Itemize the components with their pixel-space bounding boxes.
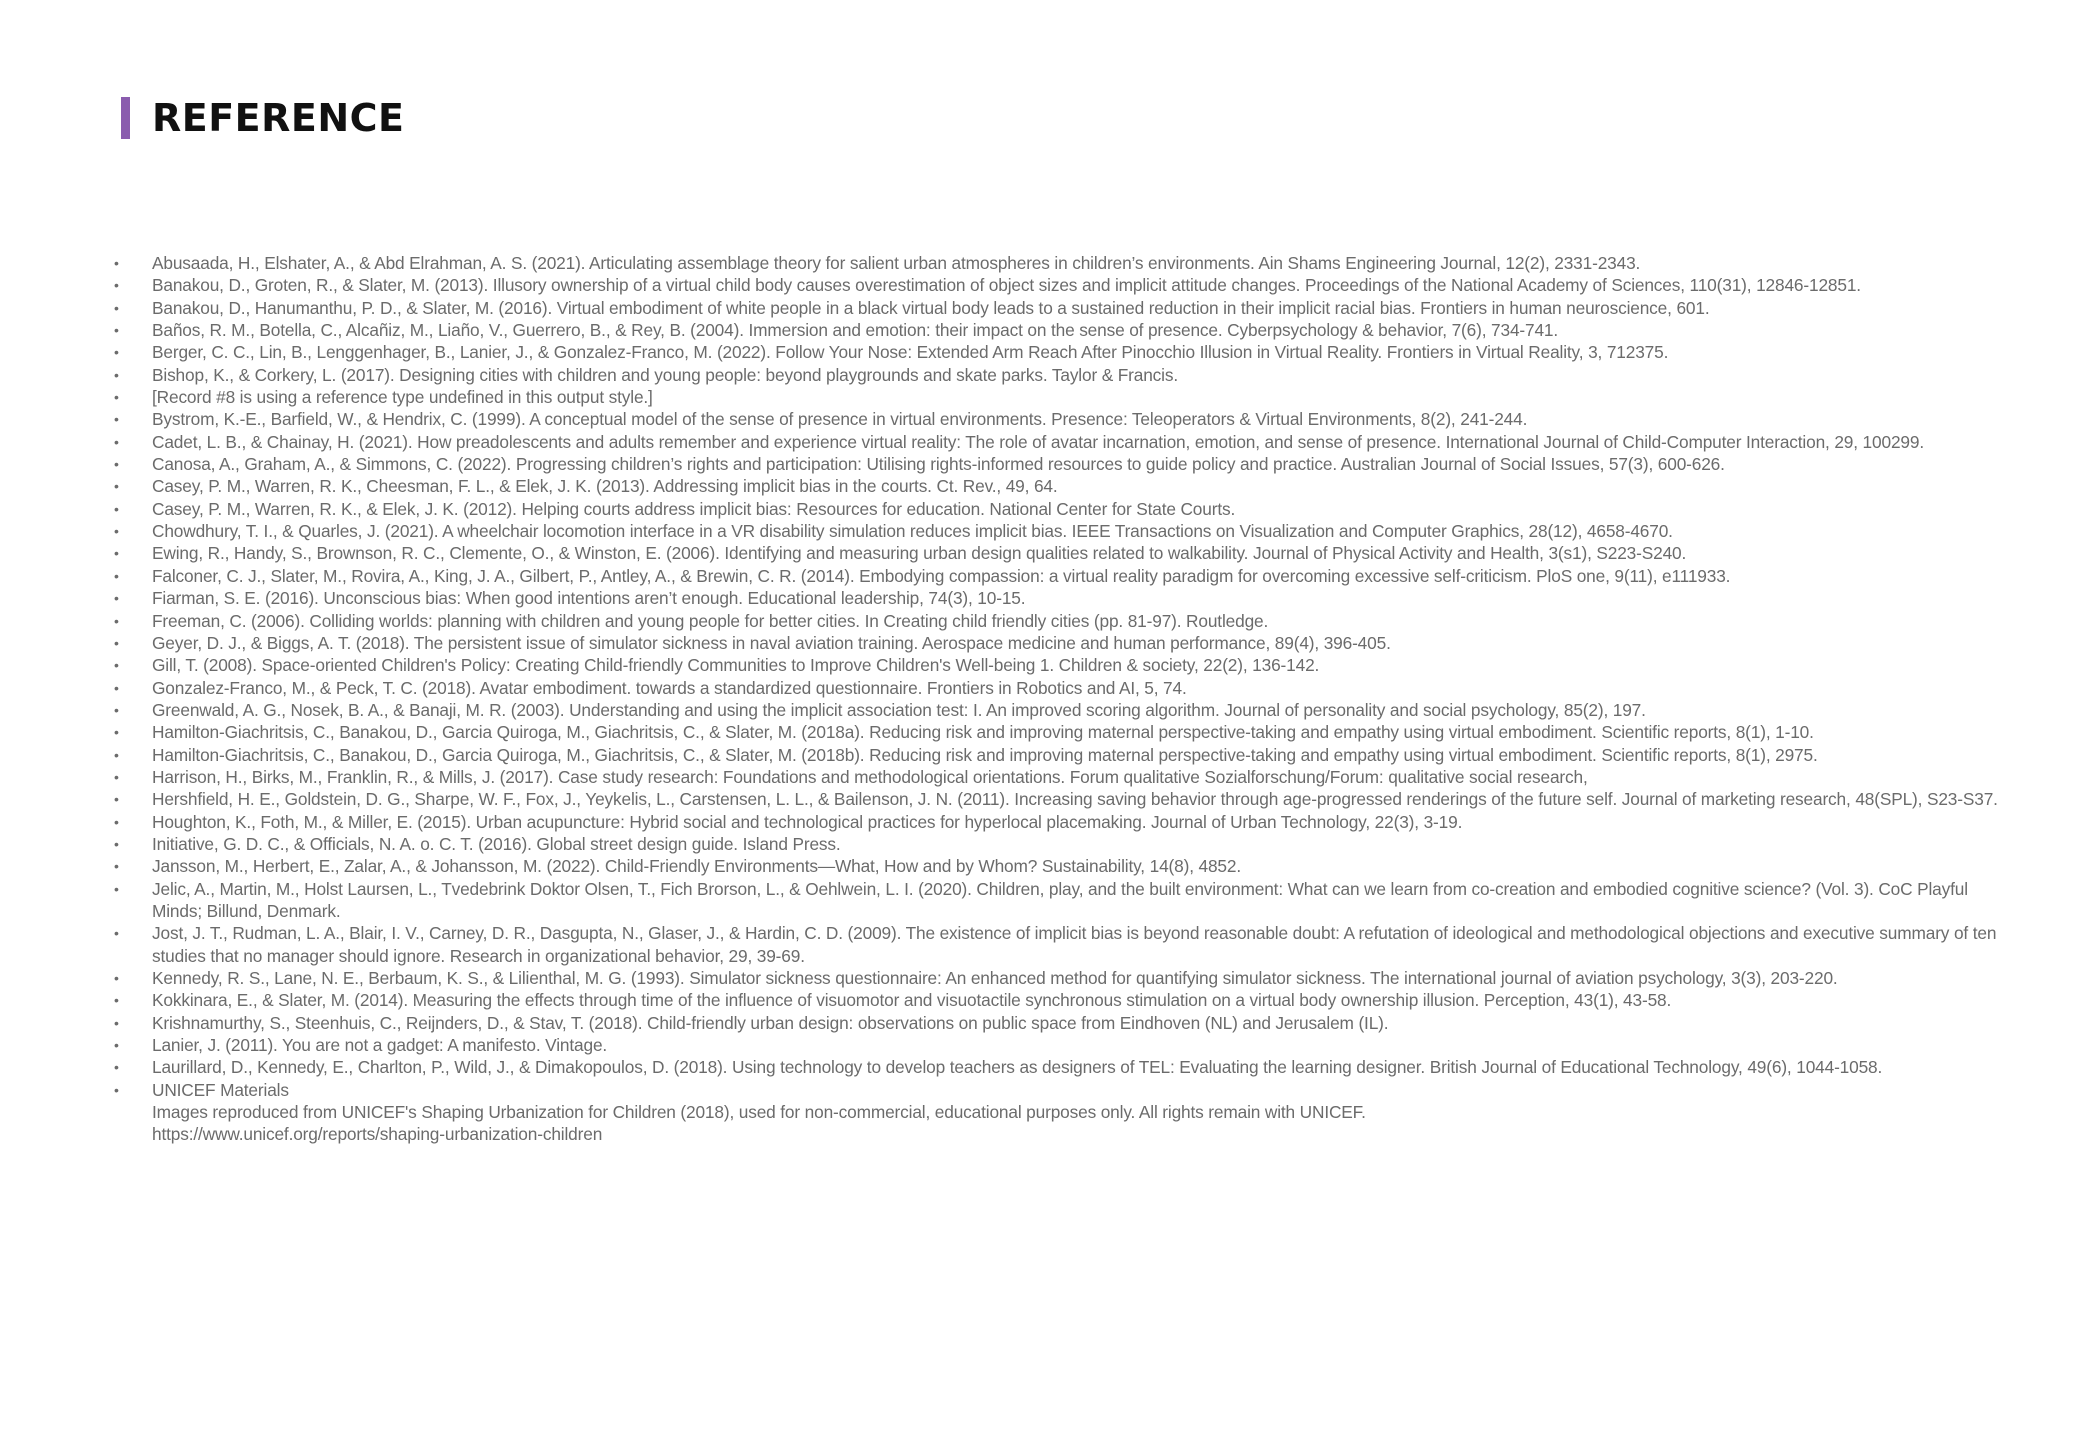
reference-item <box>114 297 2019 319</box>
reference-item <box>114 1012 2019 1034</box>
reference-item <box>114 498 2019 520</box>
reference-item <box>114 1056 2019 1078</box>
reference-text: Banakou, D., Hanumanthu, P. D., & Slater, M. (2016). Virtual embodiment of white people in a black virtual body leads to a sustained reduction in their implicit racial bias. Frontiers in human neuroscience, 601. <box>152 297 1710 318</box>
reference-item <box>114 811 2019 833</box>
bullet-icon: • <box>114 590 119 607</box>
bullet-icon: • <box>114 478 119 495</box>
reference-text: Hamilton-Giachritsis, C., Banakou, D., Garcia Quiroga, M., Giachritsis, C., & Slater, M. (2018b). Reducing risk and improving maternal perspective-taking and empathy using virtual embodiment. Scientific reports, 8(1), 2975. <box>152 744 1818 765</box>
reference-item <box>114 922 2019 967</box>
bullet-icon: • <box>114 701 119 718</box>
reference-item <box>114 699 2019 721</box>
bullet-icon: • <box>114 366 119 383</box>
bullet-icon: • <box>114 277 119 294</box>
reference-item <box>114 677 2019 699</box>
reference-item <box>114 610 2019 632</box>
bullet-icon: • <box>114 567 119 584</box>
reference-text: Canosa, A., Graham, A., & Simmons, C. (2022). Progressing children’s rights and participation: Utilising rights-informed resources to guide policy and practice. Australian Journal of Social Issues, 57(3), 600-626. <box>152 454 1725 475</box>
reference-item <box>114 766 2019 788</box>
bullet-icon: • <box>114 1059 119 1076</box>
reference-text: Jelic, A., Martin, M., Holst Laursen, L., Tvedebrink Doktor Olsen, T., Fich Brorson, L., & Oehlwein, L. I. (2020). Children, play, and the built environment: What can we learn from co-creation and embodied cognitive science? (Vol. 3). CoC Playful Minds; Billund, Denmark. <box>152 878 1968 921</box>
reference-item <box>114 364 2019 386</box>
bullet-icon: • <box>114 612 119 629</box>
unicef-source-url: https://www.unicef.org/reports/shaping-urbanization-children <box>152 1124 603 1145</box>
reference-item <box>114 341 2019 363</box>
bullet-icon: • <box>114 523 119 540</box>
bullet-icon: • <box>114 411 119 428</box>
reference-text: Gonzalez-Franco, M., & Peck, T. C. (2018). Avatar embodiment. towards a standardized questionnaire. Frontiers in Robotics and AI, 5, 74. <box>152 677 1187 698</box>
bullet-icon: • <box>114 545 119 562</box>
reference-text: Geyer, D. J., & Biggs, A. T. (2018). The persistent issue of simulator sickness in naval aviation training. Aerospace medicine and human performance, 89(4), 396-405. <box>152 632 1391 653</box>
bullet-icon: • <box>114 858 119 875</box>
bullet-icon: • <box>114 634 119 651</box>
reference-text: Bishop, K., & Corkery, L. (2017). Designing cities with children and young people: beyond playgrounds and skate parks. Taylor & Francis. <box>152 364 1179 385</box>
reference-item <box>114 319 2019 341</box>
bullet-icon: • <box>114 970 119 986</box>
reference-item <box>114 788 2019 810</box>
bullet-icon: • <box>114 456 119 473</box>
reference-text: Hershfield, H. E., Goldstein, D. G., Sharpe, W. F., Fox, J., Yeykelis, L., Carstensen, L. L., & Bailenson, J. N. (2011). Increasing saving behavior through age-progressed renderings of the future self. Journal of marketing research, 48(SPL), S23-S37. <box>152 789 1998 810</box>
reference-text: Krishnamurthy, S., Steenhuis, C., Reijnders, D., & Stav, T. (2018). Child-friendly urban design: observations on public space from Eindhoven (NL) and Jerusalem (IL). <box>152 1012 1389 1033</box>
reference-item <box>114 565 2019 587</box>
bullet-icon: • <box>114 768 119 785</box>
bullet-icon: • <box>114 679 119 696</box>
bullet-icon: • <box>114 791 119 808</box>
reference-text: Cadet, L. B., & Chainay, H. (2021). How preadolescents and adults remember and experience virtual reality: The role of avatar incarnation, emotion, and sense of presence. International Journal of Child-Computer Interaction, 29, 100299. <box>152 431 1924 452</box>
bullet-icon: • <box>114 389 119 406</box>
reference-item <box>114 721 2019 743</box>
page-title: REFERENCE <box>152 96 405 140</box>
reference-item <box>114 453 2019 475</box>
reference-text: Berger, C. C., Lin, B., Lenggenhager, B., Lanier, J., & Gonzalez-Franco, M. (2022). Follow Your Nose: Extended Arm Reach After Pinocchio Illusion in Virtual Reality. Frontiers in Virtual Reality, 3, 712375. <box>152 342 1669 363</box>
bullet-icon: • <box>114 835 119 852</box>
unicef-heading: UNICEF Materials <box>152 1079 289 1100</box>
reference-item <box>114 967 2019 989</box>
reference-item <box>114 632 2019 654</box>
bullet-icon: • <box>114 746 119 763</box>
page-header <box>121 96 405 140</box>
reference-item <box>114 833 2019 855</box>
reference-item <box>114 520 2019 542</box>
reference-text: Baños, R. M., Botella, C., Alcañiz, M., Liaño, V., Guerrero, B., & Rey, B. (2004). Immersion and emotion: their impact on the sense of presence. Cyberpsychology & behavior, 7(6), 734-741. <box>152 320 1559 341</box>
bullet-icon: • <box>114 500 119 517</box>
reference-text: Initiative, G. D. C., & Officials, N. A. o. C. T. (2016). Global street design guide. Island Press. <box>152 833 841 854</box>
reference-text: [Record #8 is using a reference type undefined in this output style.] <box>152 387 653 408</box>
reference-item <box>114 542 2019 564</box>
reference-item <box>114 408 2019 430</box>
reference-item <box>114 475 2019 497</box>
unicef-materials-item <box>114 1079 2019 1146</box>
unicef-attribution-note: Images reproduced from UNICEF's Shaping Urbanization for Children (2018), used for non-commercial, educational purposes only. All rights remain with UNICEF. <box>152 1102 1366 1123</box>
reference-item <box>114 855 2019 877</box>
reference-text: Laurillard, D., Kennedy, E., Charlton, P., Wild, J., & Dimakopoulos, D. (2018). Using technology to develop teachers as designers of TEL: Evaluating the learning designer. British Journal of Educational Technology, 49(6), 1044-1058. <box>152 1057 1883 1078</box>
reference-item <box>114 744 2019 766</box>
bullet-icon: • <box>114 433 119 450</box>
bullet-icon: • <box>114 299 119 316</box>
reference-text: Houghton, K., Foth, M., & Miller, E. (2015). Urban acupuncture: Hybrid social and technological practices for hyperlocal placemaking. Journal of Urban Technology, 22(3), 3-19. <box>152 811 1463 832</box>
reference-item <box>114 386 2019 408</box>
reference-text: Banakou, D., Groten, R., & Slater, M. (2013). Illusory ownership of a virtual child body causes overestimation of object sizes and implicit attitude changes. Proceedings of the National Academy of Sciences, 110(31), 12846-12851. <box>152 275 1861 296</box>
bullet-icon: • <box>114 992 119 1009</box>
bullet-icon: • <box>114 657 119 674</box>
reference-text: Bystrom, K.-E., Barfield, W., & Hendrix, C. (1999). A conceptual model of the sense of presence in virtual environments. Presence: Teleoperators & Virtual Environments, 8(2), 241-244. <box>152 409 1528 430</box>
reference-item <box>114 989 2019 1011</box>
reference-item <box>114 654 2019 676</box>
bullet-icon: • <box>114 322 119 339</box>
bullet-icon: • <box>114 1014 119 1031</box>
reference-text: Kokkinara, E., & Slater, M. (2014). Measuring the effects through time of the influence of visuomotor and visuotactile synchronous stimulation on a virtual body ownership illusion. Perception, 43(1), 43-58. <box>152 990 1672 1011</box>
bullet-icon: • <box>114 255 119 271</box>
bullet-icon: • <box>114 813 119 830</box>
reference-text: Chowdhury, T. I., & Quarles, J. (2021). A wheelchair locomotion interface in a VR disability simulation reduces implicit bias. IEEE Transactions on Visualization and Computer Graphics, 28(12), 4658-4670. <box>152 521 1673 542</box>
reference-item <box>114 274 2019 296</box>
reference-text: Lanier, J. (2011). You are not a gadget: A manifesto. Vintage. <box>152 1035 608 1056</box>
reference-text: Casey, P. M., Warren, R. K., Cheesman, F. L., & Elek, J. K. (2013). Addressing implicit bias in the courts. Ct. Rev., 49, 64. <box>152 476 1058 497</box>
reference-text: Jansson, M., Herbert, E., Zalar, A., & Johansson, M. (2022). Child-Friendly Environments—What, How and by Whom? Sustainability, 14(8), 4852. <box>152 856 1241 877</box>
bullet-icon: • <box>114 1081 119 1098</box>
reference-item <box>114 878 2019 923</box>
reference-text: Casey, P. M., Warren, R. K., & Elek, J. K. (2012). Helping courts address implicit bias: Resources for education. National Center for State Courts. <box>152 498 1236 519</box>
reference-item <box>114 587 2019 609</box>
reference-text: Greenwald, A. G., Nosek, B. A., & Banaji, M. R. (2003). Understanding and using the implicit association test: I. An improved scoring algorithm. Journal of personality and social psychology, 85(2), 197. <box>152 699 1646 720</box>
reference-text: Freeman, C. (2006). Colliding worlds: planning with children and young people for better cities. In Creating child friendly cities (pp. 81-97). Routledge. <box>152 610 1269 631</box>
reference-text: Abusaada, H., Elshater, A., & Abd Elrahman, A. S. (2021). Articulating assemblage theory for salient urban atmospheres in children’s environments. Ain Shams Engineering Journal, 12(2), 2331-2343. <box>152 253 1641 273</box>
bullet-icon: • <box>114 925 119 942</box>
bullet-icon: • <box>114 724 119 741</box>
bullet-icon: • <box>114 880 119 897</box>
bullet-icon: • <box>114 1037 119 1054</box>
reference-item <box>114 252 2019 274</box>
reference-text: Hamilton-Giachritsis, C., Banakou, D., Garcia Quiroga, M., Giachritsis, C., & Slater, M. (2018a). Reducing risk and improving maternal perspective-taking and empathy using virtual embodiment. Scientific reports, 8(1), 1-10. <box>152 722 1814 743</box>
reference-text: Fiarman, S. E. (2016). Unconscious bias: When good intentions aren’t enough. Educational leadership, 74(3), 10-15. <box>152 588 1026 609</box>
bullet-icon: • <box>114 344 119 361</box>
reference-text: Kennedy, R. S., Lane, N. E., Berbaum, K. S., & Lilienthal, M. G. (1993). Simulator sickness questionnaire: An enhanced method for quantifying simulator sickness. The international journal of aviation psychology, 3(3), 203-220. <box>152 968 1838 988</box>
title-accent-bar <box>121 97 130 139</box>
reference-text: Harrison, H., Birks, M., Franklin, R., & Mills, J. (2017). Case study research: Foundations and methodological orientations. Forum qualitative Sozialforschung/Forum: qualitative social research, <box>152 766 1588 787</box>
reference-text: Falconer, C. J., Slater, M., Rovira, A., King, J. A., Gilbert, P., Antley, A., & Brewin, C. R. (2014). Embodying compassion: a virtual reality paradigm for overcoming excessive self-criticism. PloS one, 9(11), e111933. <box>152 565 1731 586</box>
reference-text: Ewing, R., Handy, S., Brownson, R. C., Clemente, O., & Winston, E. (2006). Identifying and measuring urban design qualities related to walkability. Journal of Physical Activity and Health, 3(s1), S223-S240. <box>152 543 1687 564</box>
reference-list <box>114 252 2019 1146</box>
reference-text: Jost, J. T., Rudman, L. A., Blair, I. V., Carney, D. R., Dasgupta, N., Glaser, J., & Hardin, C. D. (2009). The existence of implicit bias is beyond reasonable doubt: A refutation of ideological and methodological objections and executive summary of ten studies that no manager should ignore. Research in organizational behavior, 29, 39-69. <box>152 923 1997 966</box>
reference-text: Gill, T. (2008). Space-oriented Children's Policy: Creating Child-friendly Communities to Improve Children's Well-being 1. Children & society, 22(2), 136-142. <box>152 655 1320 676</box>
reference-item <box>114 1034 2019 1056</box>
reference-item <box>114 431 2019 453</box>
